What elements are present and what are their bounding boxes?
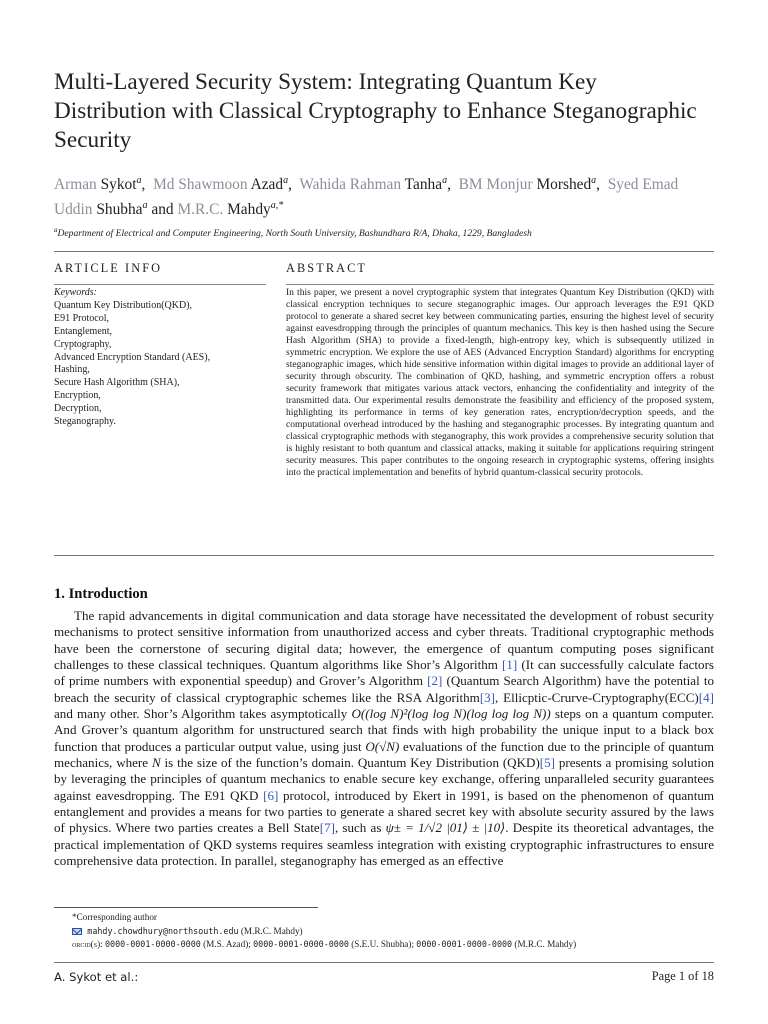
keyword: Decryption, xyxy=(54,403,102,415)
citation-link[interactable]: [5] xyxy=(539,755,556,771)
abstract-end-divider xyxy=(54,555,714,556)
orcid-link[interactable]: 0000-0001-0000-0000 xyxy=(253,939,349,949)
footnotes xyxy=(72,911,714,952)
author: Arman Sykot$^a$ xyxy=(54,175,142,194)
keyword: E91 Protocol, xyxy=(54,312,109,324)
envelope-icon xyxy=(72,928,82,935)
citation-link[interactable]: [1] xyxy=(502,657,518,673)
email-line: mahdy.chowdhury@northsouth.edu (M.R.C. Mahdy) xyxy=(72,925,714,939)
math-shor-complexity: O((log N)²(log log N)(log log log N)) xyxy=(351,706,551,722)
keyword: Secure Hash Algorithm (SHA), xyxy=(54,377,180,389)
orcid-label: orcid(s): xyxy=(72,939,103,949)
keyword: Entanglement, xyxy=(54,325,113,337)
keyword: Steganography. xyxy=(54,416,116,428)
abstract-heading: ABSTRACT xyxy=(286,261,368,275)
math-grover-complexity: O(√N) xyxy=(365,738,400,754)
paper-title: Multi-Layered Security System: Integrating Quantum Key Distribution with Classical Cryptography to Enhance Steganographic Security xyxy=(54,69,697,153)
running-author: A. Sykot et al.: xyxy=(54,970,139,984)
keyword: Quantum Key Distribution(QKD), xyxy=(54,299,193,311)
citation-link[interactable]: [3] xyxy=(479,689,496,705)
footnote-divider xyxy=(54,907,318,908)
abstract-text: In this paper, we present a novel cryptographic system that integrates Quantum Key Distribution (QKD) with classical encryption techniques to secure steganographic images. Our approach leverages the E91 QKD protocol to generate a shared secret key between communicating parties, ensuring the highest level of security against eavesdropping through the principles of quantum mechanics. This key is then hashed using the Secure Hash Algorithm (SHA) to provide a fixed-length, high-entropy key, which is subsequently utilized in symmetric encryption. We explore the use of AES (Advanced Encryption Standard) algorithms for encrypting steganographic images, which hide sensitive information within digital images to provide an additional layer of security through obscurity. The combination of QKD, hashing, and symmetric encryption offers a robust security framework that mitigates various attack vectors, enhancing the confidentiality and integrity of the transmitted data. Our experimental results demonstrate the feasibility and efficiency of the proposed system, highlighting its performance in terms of key generation rates, encryption/decryption speeds, and the computational overhead introduced by the hashing and steganographic processes. By integrating quantum and classical cryptographic methods with steganography, this work provides a comprehensive security solution that is highly resistant to both quantum and classical attacks, making it suitable for applications requiring stringent security measures. This paper contributes to the ongoing research in cryptographic systems, offering insights into the practical implementation and benefits of hybrid quantum-classical security protocols. xyxy=(286,287,714,478)
article-info-heading: ARTICLE INFO xyxy=(54,261,163,275)
author: BM Monjur Morshed$^a$ xyxy=(458,175,597,194)
keywords-label: Keywords: xyxy=(54,287,97,298)
email-link[interactable]: mahdy.chowdhury@northsouth.edu xyxy=(87,925,239,936)
author: Syed Emad Uddin Shubha$^a$ xyxy=(54,176,679,219)
orcid-link[interactable]: 0000-0001-0000-0000 xyxy=(104,939,201,949)
orcid-link[interactable]: 0000-0001-0000-0000 xyxy=(416,939,513,949)
orcid-line: orcid(s): 0000-0001-0000-0000 (M.S. Azad); 0000-0001-0000-0000 (S.E.U. Shubha); 0000-0001-0000-0000 (M.R.C. Mahdy) xyxy=(72,939,577,949)
affiliation: $^a$Department of Electrical and Computer Engineering, North South University, Bashundhara R/A, Dhaka, 1229, Bangladesh xyxy=(54,226,532,240)
section-heading-introduction: 1. Introduction xyxy=(54,586,148,602)
abstract-divider xyxy=(286,284,714,285)
author: Wahida Rahman Tanha$^a$ xyxy=(299,175,448,194)
footer-divider xyxy=(54,962,714,963)
keyword: Hashing, xyxy=(54,364,90,376)
citation-link[interactable]: [7] xyxy=(319,820,335,836)
math-bell-state: ψ± = 1/√2 |01⟩ ± |10⟩ xyxy=(385,820,506,836)
math-variable-n: N xyxy=(151,755,161,771)
corresponding-author-note: *Corresponding author xyxy=(72,912,157,922)
paragraph: The rapid advancements in digital communication and data storage have necessitated the development of robust security mechanisms to protect sensitive information from unauthorized access and cyber threats. Traditional cryptographic methods have been the cornerstone of securing digital data; however, the emergence of quantum computing poses significant challenges to these classical techniques. Quantum algorithms like Shor’s Algorithm [1] (It can successfully calculate factors of prime numbers with exponential speedup) and Grover’s Algorithm [2] (Quantum Search Algorithm) have the potential to breach the security of classical cryptographic schemes like the RSA Algorithm[3], Ellicptic-Crurve-Cryptography(ECC)[4] and many other. Shor’s Algorithm takes asymptotically O((log N)²(log log N)(log log log N)) steps on a quantum computer. And Grover’s quantum algorithm for unstructured search that finds with high probability the unique input to a black box function that produces a particular output value, using just O(√N) evaluations of the function due to the principle of quantum mechanics, where N is the size of the function’s domain. Quantum Key Distribution (QKD)[5] presents a promising solution by leveraging the principles of quantum mechanics to enable secure key exchange, offering unparalleled security guarantees against eavesdropping. The E91 QKD [6] protocol, introduced by Ekert in 1991, is based on the phenomenon of quantum entanglement and provides a means for two parties to generate a shared secret key with absolute security assured by the laws of physics. Where two parties creates a Bell State[7], such as ψ± = 1/√2 |01⟩ ± |10⟩. Despite its theoretical advantages, the practical implementation of QKD systems requires seamless integration with existing cryptographic infrastructures to ensure comprehensive data protection. In parallel, steganography has emerged as an effective xyxy=(54,608,715,869)
header-divider xyxy=(54,251,714,252)
article-info-divider xyxy=(54,284,266,285)
author: M.R.C. Mahdy$^{a,*}$ xyxy=(177,200,284,219)
author-list: Arman Sykot$^a$, Md Shawmoon Azad$^a$, Wahida Rahman Tanha$^a$, BM Monjur Morshed$^a$, Syed Emad Uddin Shubha$^a$ and M.R.C. Mahdy$^{a,*}$ xyxy=(54,175,679,219)
citation-link[interactable]: [6] xyxy=(263,787,279,803)
author-and: and xyxy=(151,201,174,219)
citation-link[interactable]: [4] xyxy=(698,689,714,705)
citation-link[interactable]: [2] xyxy=(427,673,443,689)
page-number: Page 1 of 18 xyxy=(651,969,714,983)
author: Md Shawmoon Azad$^a$ xyxy=(153,175,289,194)
keyword: Advanced Encryption Standard (AES), xyxy=(54,351,211,363)
keyword: Cryptography, xyxy=(54,338,112,350)
keyword: Encryption, xyxy=(54,390,101,402)
introduction-body xyxy=(54,608,714,870)
keywords-block xyxy=(54,287,266,429)
